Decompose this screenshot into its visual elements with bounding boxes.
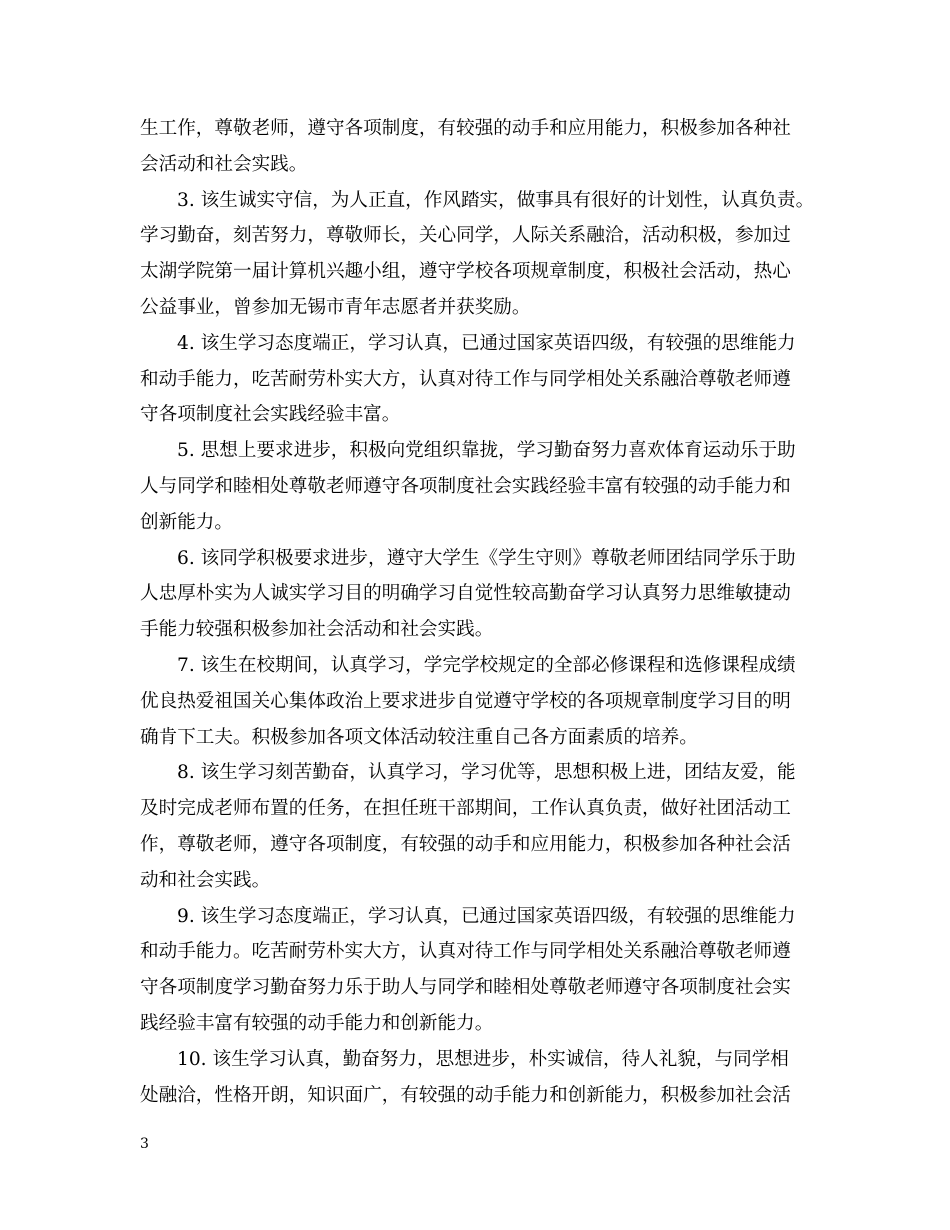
paragraph-first-line: 5. 思想上要求进步，积极向党组织靠拢，学习勤奋努力喜欢体育运动乐于助 — [177, 440, 796, 462]
paragraph-line: 太湖学院第一届计算机兴趣小组，遵守学校各项规章制度，积极社会活动，热心 — [140, 261, 791, 283]
paragraph-line: 创新能力。 — [140, 511, 233, 533]
paragraph-line: 会活动和社会实践。 — [140, 153, 308, 175]
document-body — [140, 111, 822, 1113]
paragraph-first-line: 9. 该生学习态度端正，学习认真，已通过国家英语四级，有较强的思维能力 — [177, 905, 796, 927]
paragraph-line: 和动手能力，吃苦耐劳朴实大方，认真对待工作与同学相处关系融洽尊敬老师遵 — [140, 368, 791, 390]
paragraph-first-line: 6. 该同学积极要求进步，遵守大学生《学生守则》尊敬老师团结同学乐于助 — [177, 547, 796, 569]
paragraph-line: 践经验丰富有较强的动手能力和创新能力。 — [140, 1012, 494, 1034]
paragraph-line: 人忠厚朴实为人诚实学习目的明确学习自觉性较高勤奋学习认真努力思维敏捷动 — [140, 583, 791, 605]
paragraph-line: 处融洽，性格开朗，知识面广，有较强的动手能力和创新能力，积极参加社会活 — [140, 1084, 791, 1106]
page-number: 3 — [140, 1136, 149, 1152]
paragraph-line: 作，尊敬老师，遵守各项制度，有较强的动手和应用能力，积极参加各种社会活 — [140, 833, 791, 855]
paragraph-line: 公益事业，曾参加无锡市青年志愿者并获奖励。 — [140, 296, 531, 318]
paragraph-first-line: 3. 该生诚实守信，为人正直，作风踏实，做事具有很好的计划性，认真负责。 — [177, 189, 815, 211]
paragraph-line: 人与同学和睦相处尊敬老师遵守各项制度社会实践经验丰富有较强的动手能力和 — [140, 475, 791, 497]
paragraph-line: 及时完成老师布置的任务，在担任班干部期间，工作认真负责，做好社团活动工 — [140, 798, 791, 820]
paragraph-line: 生工作，尊敬老师，遵守各项制度，有较强的动手和应用能力，积极参加各种社 — [140, 118, 791, 139]
paragraph-first-line: 4. 该生学习态度端正，学习认真，已通过国家英语四级，有较强的思维能力 — [177, 332, 796, 354]
paragraph-line: 确肯下工夫。积极参加各项文体活动较注重自己各方面素质的培养。 — [140, 726, 698, 748]
paragraph-line: 优良热爱祖国关心集体政治上要求进步自觉遵守学校的各项规章制度学习目的明 — [140, 690, 791, 712]
paragraph-line: 动和社会实践。 — [140, 869, 271, 891]
paragraph-first-line: 10. 该生学习认真，勤奋努力，思想进步，朴实诚信，待人礼貌，与同学相 — [177, 1048, 789, 1070]
paragraph-first-line: 8. 该生学习刻苦勤奋，认真学习，学习优等，思想积极上进，团结友爱，能 — [177, 762, 796, 784]
paragraph-line: 守各项制度社会实践经验丰富。 — [140, 404, 401, 426]
paragraph-line: 学习勤奋，刻苦努力，尊敬师长，关心同学，人际关系融洽，活动积极，参加过 — [140, 225, 791, 247]
paragraph-line: 守各项制度学习勤奋努力乐于助人与同学和睦相处尊敬老师遵守各项制度社会实 — [140, 977, 791, 999]
paragraph-first-line: 7. 该生在校期间，认真学习，学完学校规定的全部必修课程和选修课程成绩 — [177, 654, 796, 676]
paragraph-line: 和动手能力。吃苦耐劳朴实大方，认真对待工作与同学相处关系融洽尊敬老师遵 — [140, 941, 791, 963]
paragraph-line: 手能力较强积极参加社会活动和社会实践。 — [140, 619, 494, 641]
